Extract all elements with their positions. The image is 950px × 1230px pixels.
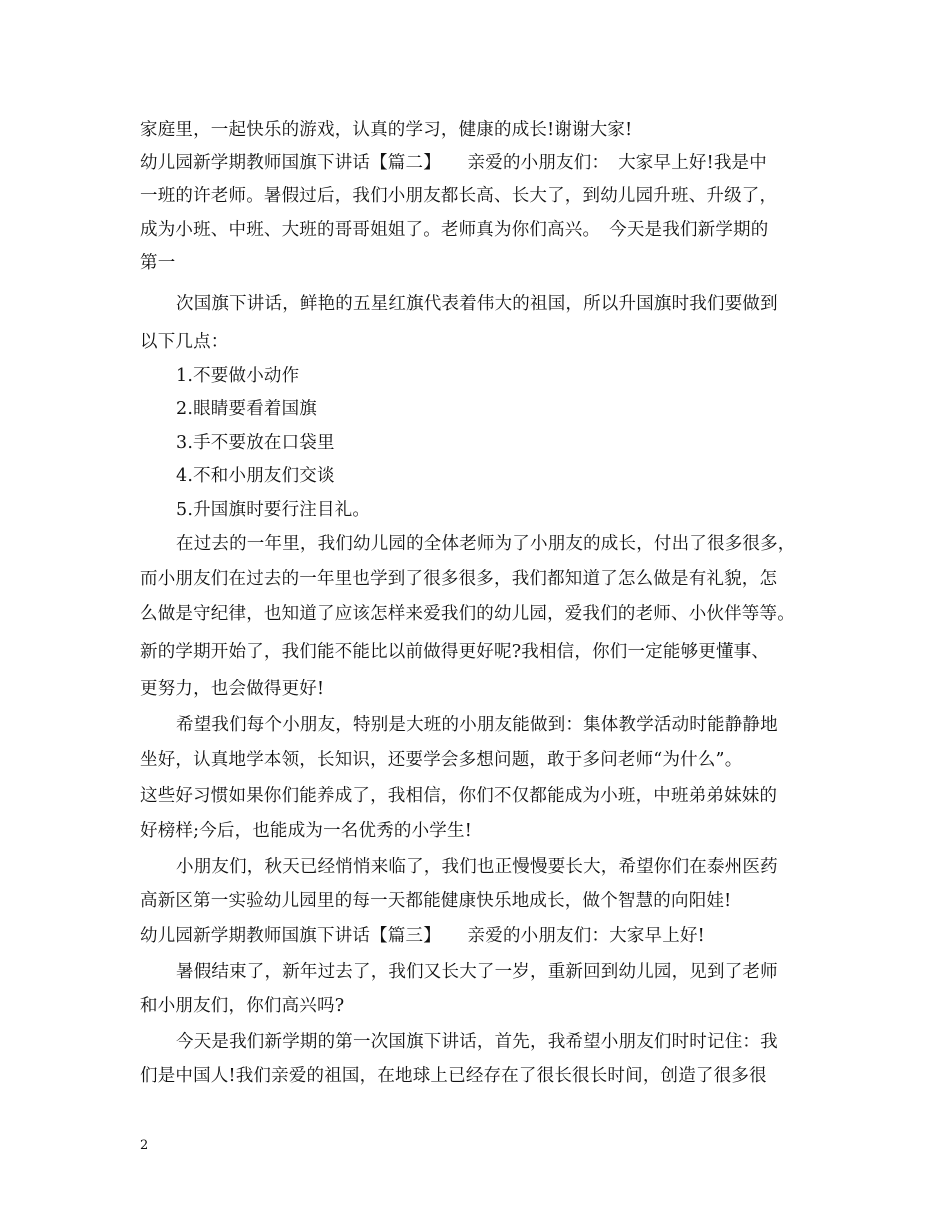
text-line: 更努力，也会做得更好!: [140, 679, 325, 699]
section-heading-line: 幼儿园新学期教师国旗下讲话【篇二】 亲爱的小朋友们： 大家早上好!我是中: [140, 153, 767, 173]
text-line: 暑假结束了，新年过去了，我们又长大了一岁，重新回到幼儿园，见到了老师: [176, 962, 778, 982]
text-line: 坐好，认真地学本领，长知识，还要学会多想问题，敢于多问老师“为什么”。: [140, 750, 743, 770]
text-line: 成为小班、中班、大班的哥哥姐姐了。老师真为你们高兴。 今天是我们新学期的: [140, 220, 769, 240]
text-line: 今天是我们新学期的第一次国旗下讲话，首先，我希望小朋友们时时记住：我: [176, 1032, 778, 1052]
text-line: 在过去的一年里，我们幼儿园的全体老师为了小朋友的成长，付出了很多很多，: [176, 534, 796, 554]
text-line: 以下几点：: [140, 332, 229, 352]
text-line: 们是中国人!我们亲爱的祖国，在地球上已经存在了很长很长时间，创造了很多很: [140, 1066, 767, 1086]
list-item: 5.升国旗时要行注目礼。: [176, 500, 371, 520]
page-number: 2: [140, 1138, 149, 1153]
section-heading-line: 幼儿园新学期教师国旗下讲话【篇三】 亲爱的小朋友们：大家早上好!: [140, 926, 705, 946]
text-line: 小朋友们，秋天已经悄悄来临了，我们也正慢慢要长大，希望你们在泰州医药: [176, 857, 778, 877]
text-line: 好榜样;今后，也能成为一名优秀的小学生!: [140, 821, 472, 841]
text-line: 这些好习惯如果你们能养成了，我相信，你们不仅都能成为小班，中班弟弟妹妹的: [140, 786, 778, 806]
text-line: 一班的许老师。暑假过后，我们小朋友都长高、长大了，到幼儿园升班、升级了，: [140, 186, 778, 206]
text-line: 和小朋友们，你们高兴吗?: [140, 996, 345, 1016]
text-line: 希望我们每个小朋友，特别是大班的小朋友能做到：集体教学活动时能静静地: [176, 715, 778, 735]
list-item: 1.不要做小动作: [176, 366, 300, 386]
list-item: 4.不和小朋友们交谈: [176, 466, 335, 486]
text-line: 第一: [140, 253, 176, 273]
text-line: 次国旗下讲话，鲜艳的五星红旗代表着伟大的祖国，所以升国旗时我们要做到: [176, 294, 778, 314]
text-line: 新的学期开始了，我们能不能比以前做得更好呢?我相信，你们一定能够更懂事、: [140, 642, 770, 662]
text-line: 家庭里，一起快乐的游戏，认真的学习，健康的成长!谢谢大家!: [140, 120, 633, 140]
text-line: 么做是守纪律，也知道了应该怎样来爱我们的幼儿园，爱我们的老师、小伙伴等等。: [140, 604, 795, 624]
list-item: 2.眼睛要看着国旗: [176, 399, 317, 419]
list-item: 3.手不要放在口袋里: [176, 433, 335, 453]
text-line: 而小朋友们在过去的一年里也学到了很多很多，我们都知道了怎么做是有礼貌，怎: [140, 569, 778, 589]
text-line: 高新区第一实验幼儿园里的每一天都能健康快乐地成长，做个智慧的向阳娃!: [140, 891, 732, 911]
